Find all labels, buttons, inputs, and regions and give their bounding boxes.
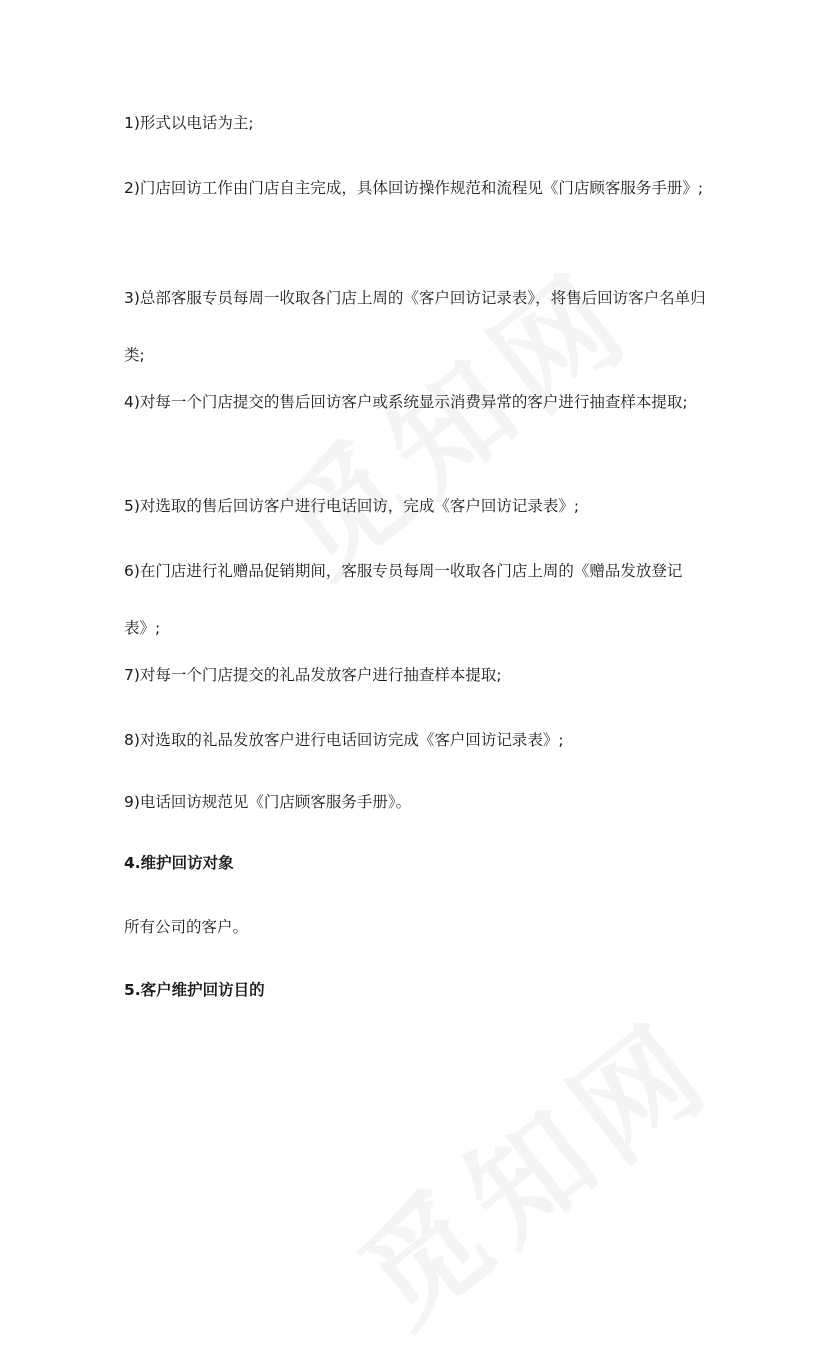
list-item: 3)总部客服专员每周一收取各门店上周的《客户回访记录表》，将售后回访客户名单归类; <box>124 289 706 364</box>
section-heading: 4.维护回访对象 <box>124 854 234 872</box>
list-item: 4)对每一个门店提交的售后回访客户或系统显示消费异常的客户进行抽查样本提取; <box>124 393 688 411</box>
section-body: 所有公司的客户。 <box>124 918 249 936</box>
list-item: 6)在门店进行礼赠品促销期间，客服专员每周一收取各门店上周的《赠品发放登记表》; <box>124 562 683 637</box>
list-item: 8)对选取的礼品发放客户进行电话回访完成《客户回访记录表》; <box>124 731 564 749</box>
watermark <box>320 974 743 1357</box>
list-item: 1)形式以电话为主; <box>124 114 254 132</box>
section-heading: 5.客户维护回访目的 <box>124 981 265 999</box>
list-item: 2)门店回访工作由门店自主完成，具体回访操作规范和流程见《门店顾客服务手册》; <box>124 179 704 197</box>
list-item: 7)对每一个门店提交的礼品发放客户进行抽查样本提取; <box>124 666 502 684</box>
list-item: 5)对选取的售后回访客户进行电话回访，完成《客户回访记录表》; <box>124 497 580 515</box>
list-item: 9)电话回访规范见《门店顾客服务手册》。 <box>124 793 412 811</box>
